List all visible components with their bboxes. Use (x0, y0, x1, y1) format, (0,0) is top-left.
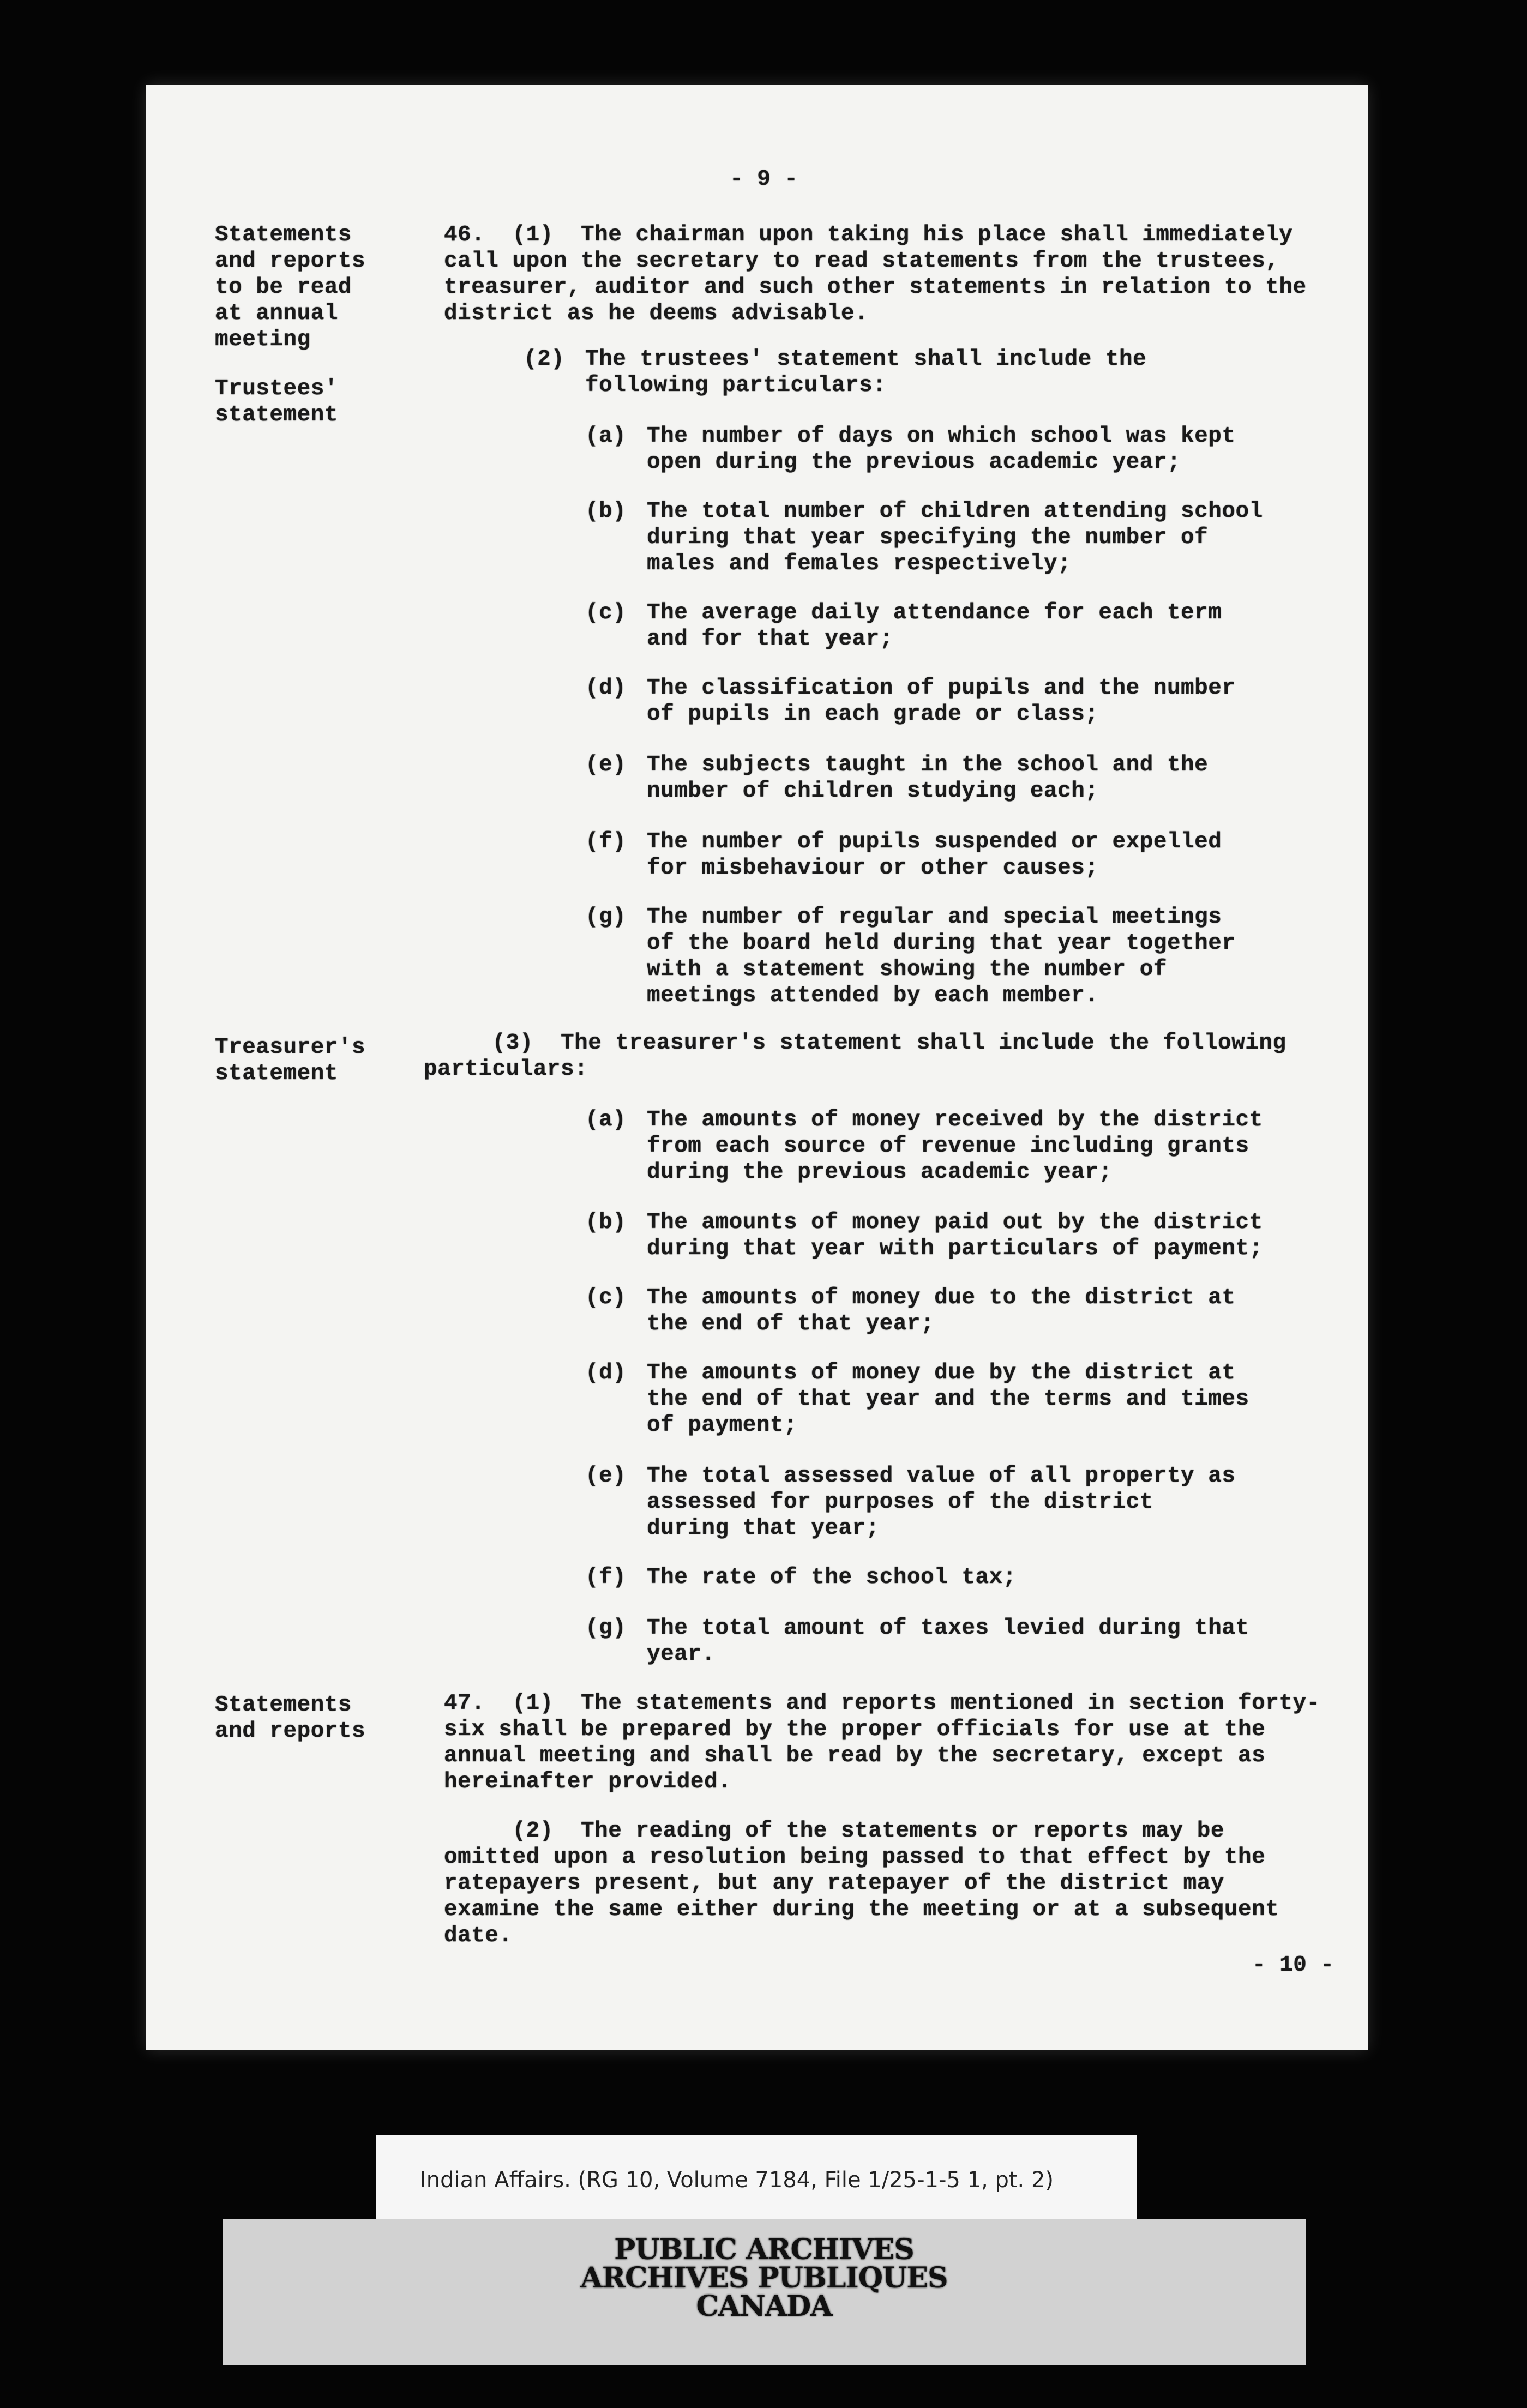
section-47-1: 47. (1) The statements and reports mentioned in section forty- six shall be prepared by the proper officials for use at the annual meeting and shall be read by the secretary, except as hereinafter provided. (444, 1691, 1320, 1795)
margin-note-trustees-statement: Trustees' statement (215, 376, 338, 428)
item-mark: (c) (585, 600, 627, 625)
archive-reference: Indian Affairs. (RG 10, Volume 7184, File 1/25-1-5 1, pt. 2) (420, 2168, 1054, 2193)
item-mark: (g) (585, 1616, 627, 1641)
item-text: The amounts of money paid out by the district during that year with particulars of payment; (647, 1210, 1263, 1261)
margin-note-statements-reports: Statements and reports (215, 1693, 366, 1744)
item-text: The number of pupils suspended or expelled for misbehaviour or other causes; (647, 829, 1222, 881)
item-mark: (a) (585, 1107, 627, 1133)
item-text: The number of days on which school was kept open during the previous academic year; (647, 424, 1236, 475)
margin-note-treasurers-statement: Treasurer's statement (215, 1035, 366, 1086)
item-mark: (f) (585, 1565, 627, 1590)
item-mark: (b) (585, 1210, 627, 1235)
item-text: The total assessed value of all property as assessed for purposes of the district during that year; (647, 1464, 1236, 1541)
item-mark: (e) (585, 1464, 627, 1489)
page-number: - 9 - (730, 167, 798, 192)
item-text: The amounts of money received by the district from each source of revenue including grants during the previous academic year; (647, 1107, 1263, 1185)
item-mark: (a) (585, 424, 627, 449)
archives-line: PUBLIC ARCHIVES (614, 2233, 914, 2266)
item-mark: (f) (585, 829, 627, 854)
section-46-2-number: (2) (524, 347, 565, 372)
public-archives-stamp (223, 2233, 1306, 2323)
item-text: The total number of children attending school during that year specifying the number of males and females respectively; (647, 499, 1263, 576)
item-text: The subjects taught in the school and the number of children studying each; (647, 752, 1209, 804)
item-text: The average daily attendance for each term and for that year; (647, 600, 1222, 652)
section-46-2: The trustees' statement shall include the following particulars: (585, 347, 1147, 398)
item-text: The amounts of money due to the district at the end of that year; (647, 1285, 1236, 1337)
section-46-3: (3) The treasurer's statement shall include the following particulars: (424, 1031, 1286, 1082)
item-text: The total amount of taxes levied during that year. (647, 1616, 1249, 1667)
section-47-2: (2) The reading of the statements or reports may be omitted upon a resolution being passed to that effect by the ratepayers present, but any ratepayer of the district may examine the same either during the meeting or at a subsequent date. (444, 1819, 1279, 1948)
item-text: The amounts of money due by the district at the end of that year and the terms and times of payment; (647, 1360, 1249, 1438)
item-mark: (c) (585, 1285, 627, 1310)
archives-line: CANADA (696, 2290, 832, 2323)
margin-note-statements-annual-meeting: Statements and reports to be read at annual meeting (215, 222, 366, 352)
item-mark: (g) (585, 905, 627, 930)
item-text: The rate of the school tax; (647, 1565, 1017, 1590)
item-text: The classification of pupils and the number of pupils in each grade or class; (647, 676, 1236, 727)
item-mark: (d) (585, 1360, 627, 1386)
next-page-number: - 10 - (1252, 1953, 1334, 1978)
archives-line: ARCHIVES PUBLIQUES (580, 2261, 948, 2295)
item-text: The number of regular and special meetings of the board held during that year together with a statement showing the number of meetings attended by each member. (647, 905, 1236, 1008)
item-mark: (e) (585, 752, 627, 778)
section-46-1: 46. (1) The chairman upon taking his place shall immediately call upon the secretary to read statements from the trustees, treasurer, auditor and such other statements in relation to the district as he deems advisable. (444, 222, 1307, 326)
item-mark: (d) (585, 676, 627, 701)
item-mark: (b) (585, 499, 627, 524)
